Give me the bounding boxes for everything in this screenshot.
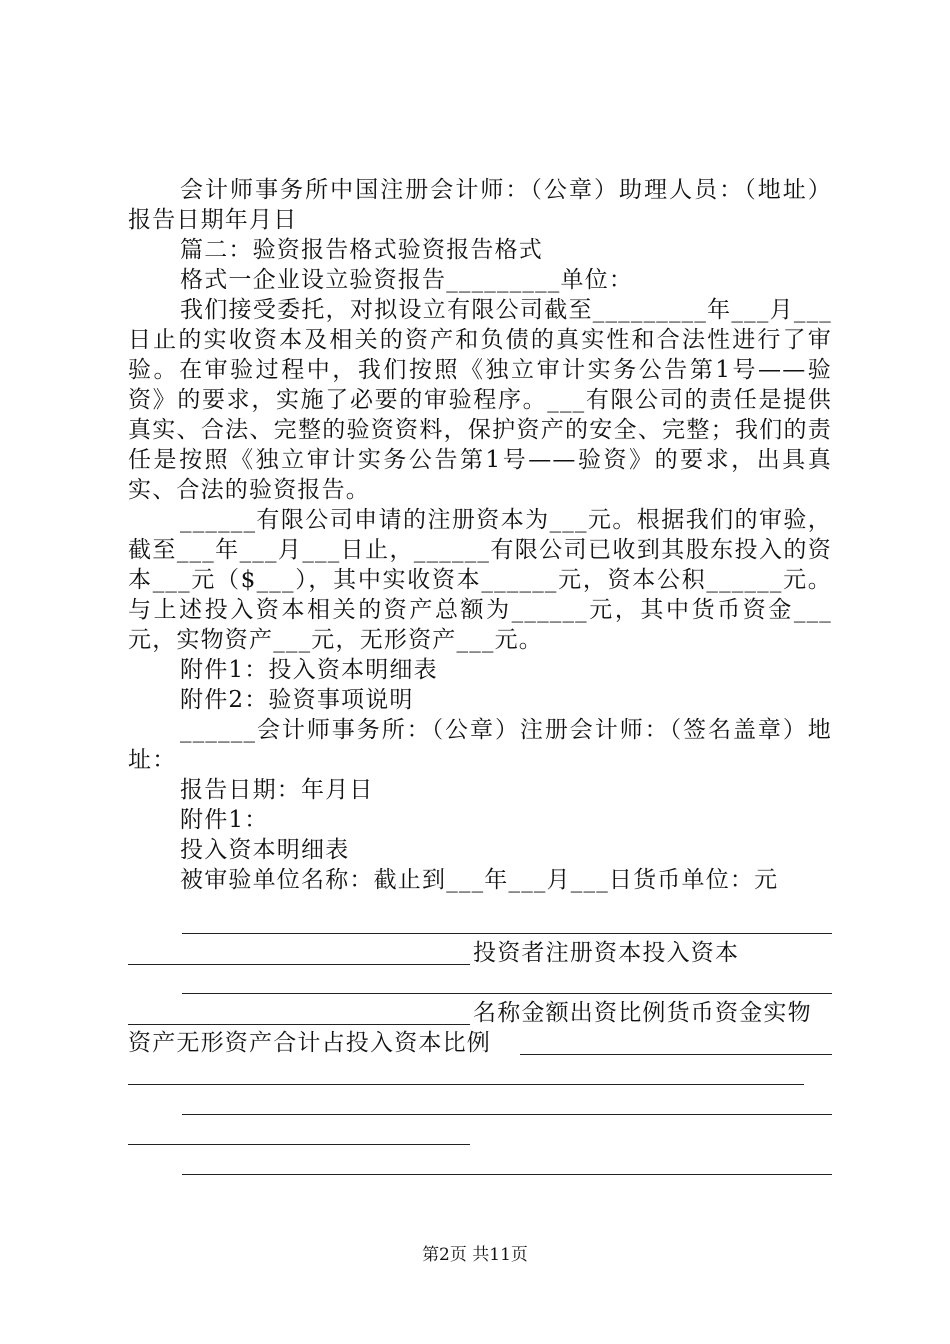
table-rule [182,993,832,994]
paragraph-report-date: 报告日期：年月日 [180,777,374,803]
table-rule [182,1174,832,1175]
table-rule [128,1084,804,1085]
paragraph-firm-signature: ______会计师事务所：（公章）注册会计师：（签名盖章）地址： [128,717,832,773]
table-header-row-1: 投资者注册资本投入资本 [473,940,740,966]
table-rule [128,1144,470,1145]
paragraph-capital-details: ______有限公司申请的注册资本为___元。根据我们的审验，截至___年___月___日止，______有限公司已收到其股东投入的资本___元（$___），其中实收资本______元，资本公积______元。与上述投入资本相关的资产总额为______元，其中货币资金___元，实物资产___元，无形资产___元。 [128,507,832,653]
paragraph-signature-block: 会计师事务所中国注册会计师：（公章）助理人员：（地址）报告日期年月日 [128,177,832,233]
paragraph-format-title: 格式一企业设立验资报告_________单位： [180,267,634,293]
paragraph-engagement: 我们接受委托，对拟设立有限公司截至_________年___月___日止的实收资本及相关的资产和负债的真实性和合法性进行了审验。在审验过程中，我们按照《独立审计实务公告第1号——验资》的要求，实施了必要的审验程序。___有限公司的责任是提供真实、合法、完整的验资资料，保护资产的安全、完整；我们的责任是按照《独立审计实务公告第1号——验资》的要求，出具真实、合法的验资报告。 [128,297,832,503]
paragraph-attachment-heading: 附件1： [180,807,269,833]
paragraph-audited-entity: 被审验单位名称：截止到___年___月___日货币单位：元 [180,867,779,893]
table-header-row-2: 名称金额出资比例货币资金实物 [473,1000,812,1026]
paragraph-attachment-2: 附件2：验资事项说明 [180,687,414,713]
page-number-footer: 第2页 共11页 [422,1245,528,1265]
table-rule [520,1054,832,1055]
paragraph-table-title: 投入资本明细表 [180,837,350,863]
table-rule [182,1114,832,1115]
paragraph-attachment-1: 附件1：投入资本明细表 [180,657,438,683]
table-rule [128,1024,470,1025]
document-body [128,175,832,895]
table-header-row-3: 资产无形资产合计占投入资本比例 [128,1030,491,1056]
paragraph-section-title: 篇二：验资报告格式验资报告格式 [180,237,543,263]
table-rule [182,933,832,934]
table-rule [128,964,470,965]
